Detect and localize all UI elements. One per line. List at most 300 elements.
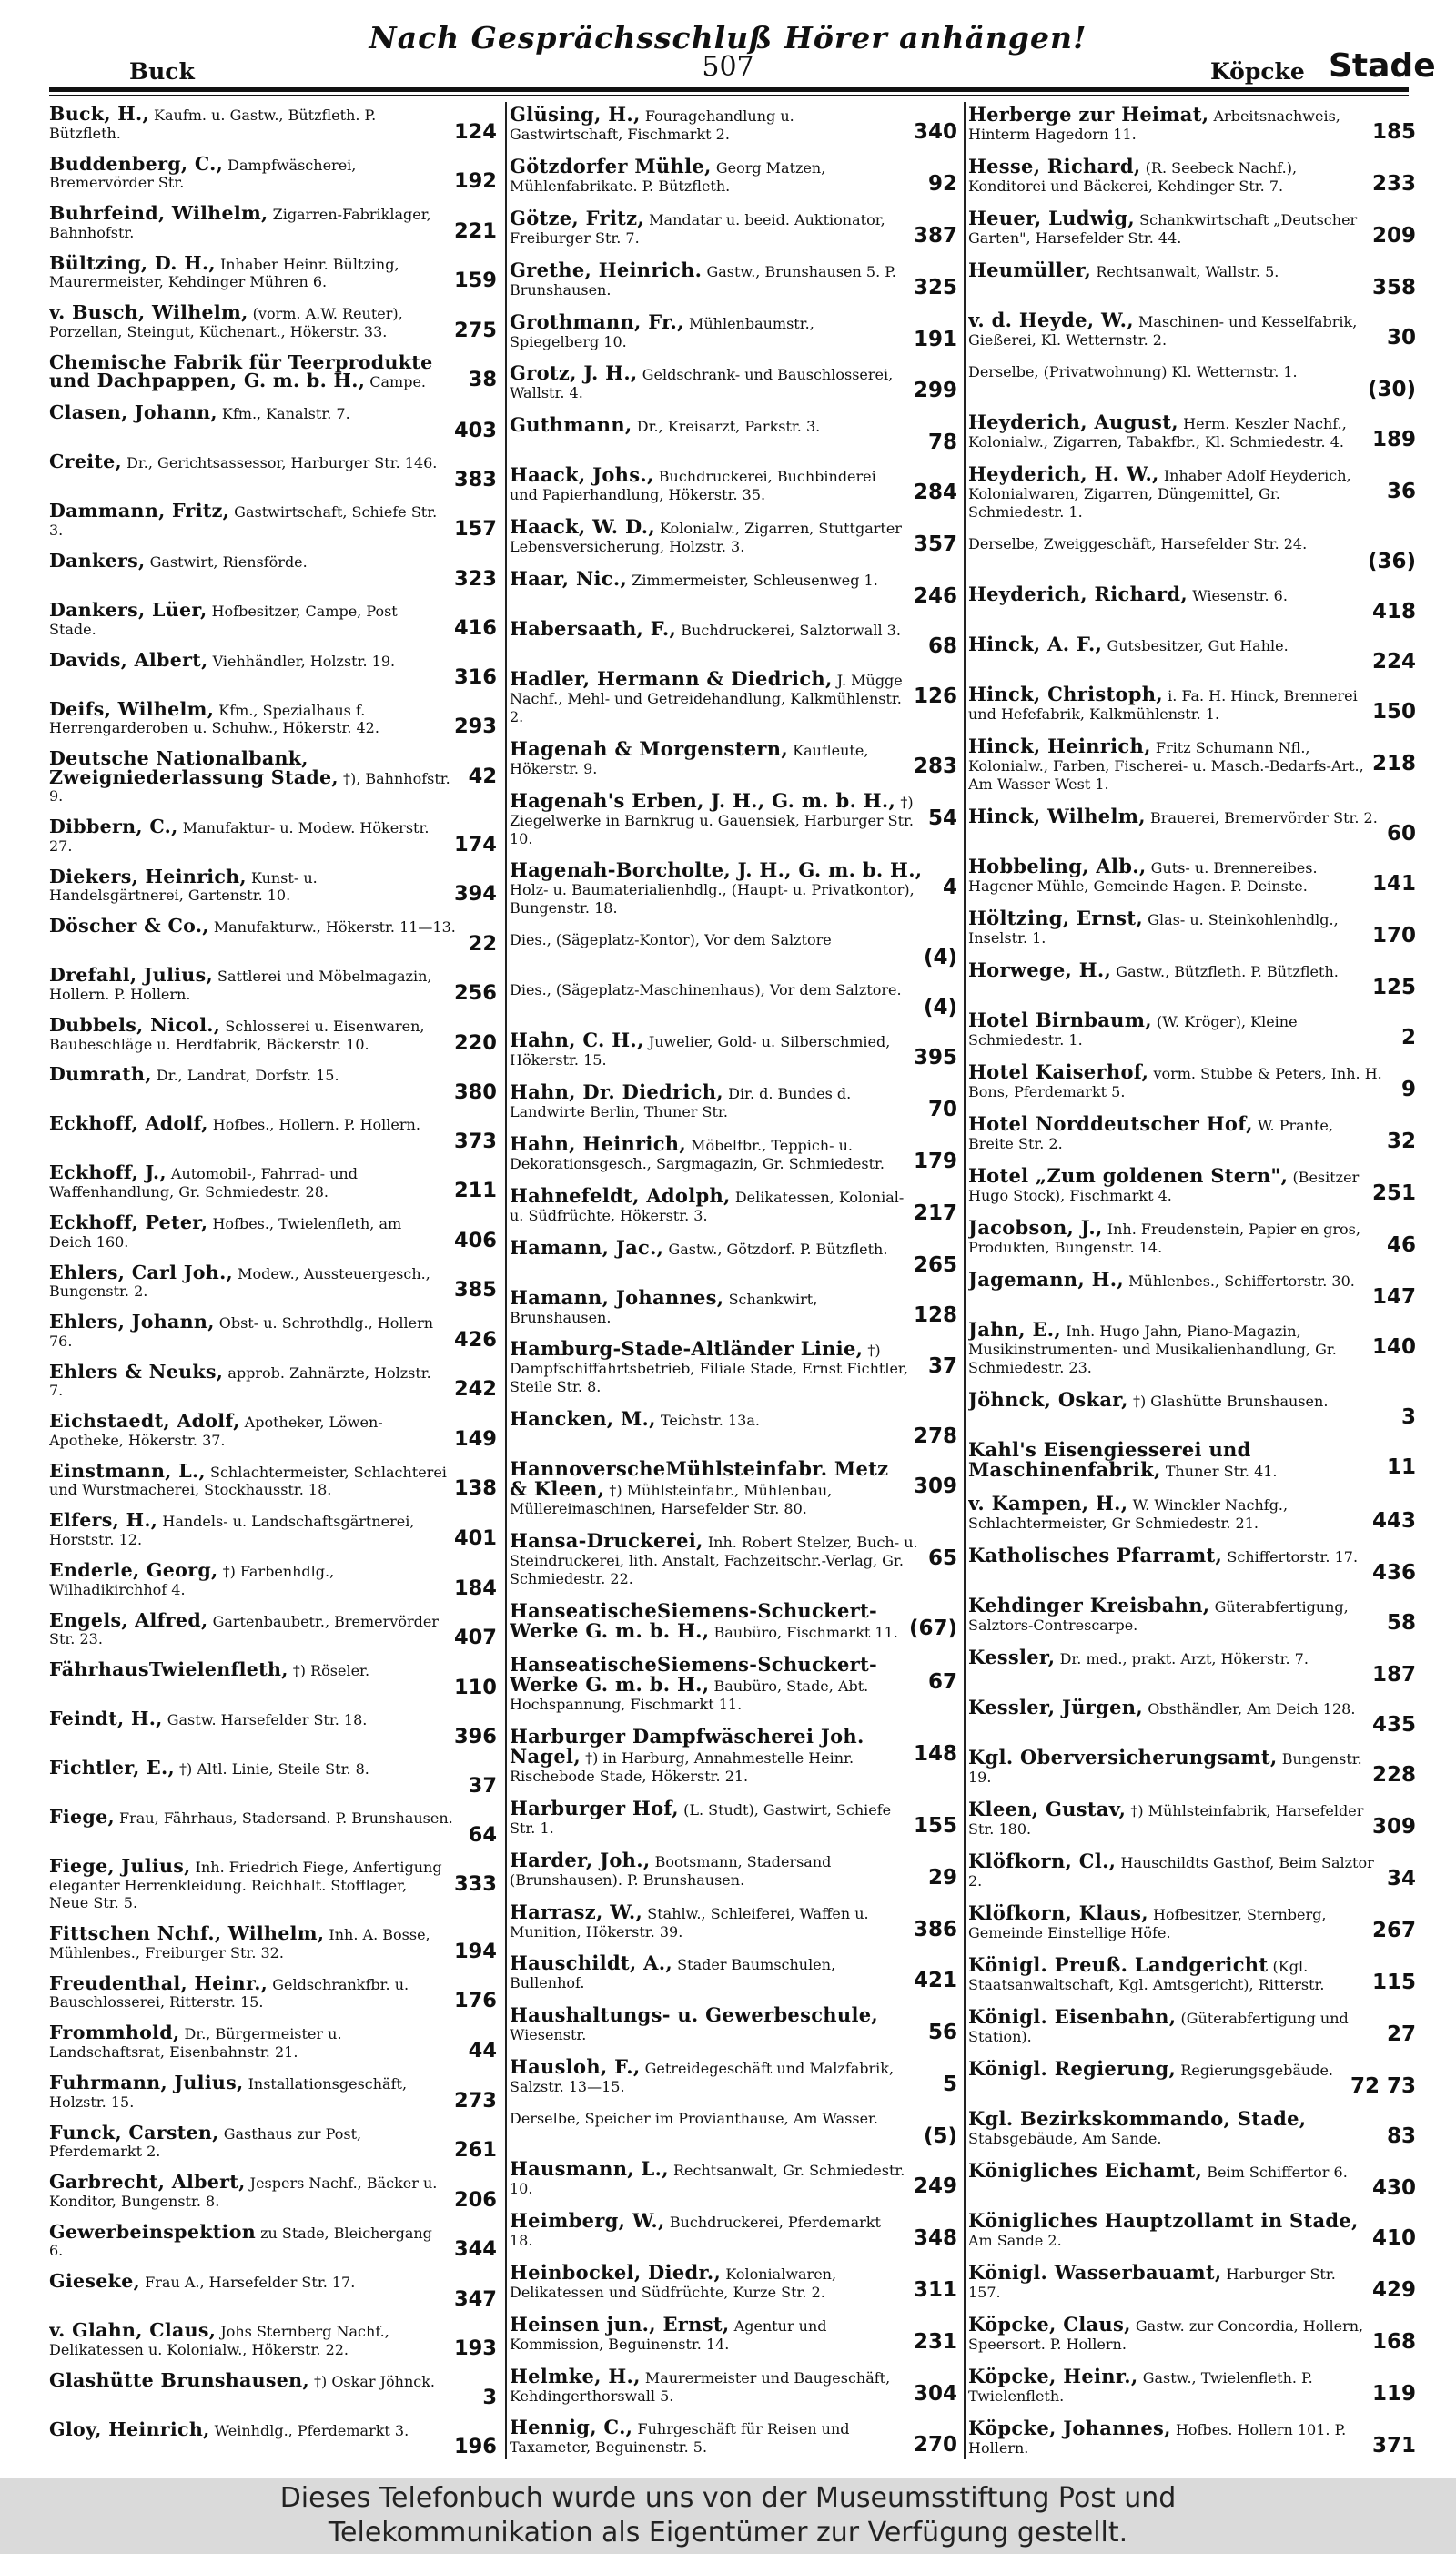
entry-name: Königl. Eisenbahn, [968,2005,1177,2028]
header-first-entry: Buck [129,58,195,85]
phone-number: 54 [927,806,957,830]
entry-name: Glashütte Brunshausen, [49,2368,309,2391]
phone-number: 72 73 [1350,2074,1416,2098]
entry-description: Bungenstr. 19. [968,1750,1362,1786]
directory-entry [49,2071,500,2113]
directory-entry [510,1529,961,1588]
directory-entry [49,401,500,442]
entry-name: Köpcke, Johannes, [968,2417,1171,2439]
directory-entry [510,2418,961,2457]
directory-entry [968,157,1420,196]
entry-description: Inh. Friedrich Fiege, Anfertigung eleganter Herrenkleidung. Reichhalt. Stofflager, Neue Str. 5. [49,1859,442,1912]
directory-entry [510,1235,961,1277]
entry-description: Modew., Aussteuergesch., Bungenstr. 2. [49,1264,430,1301]
phone-number: 309 [1371,1815,1416,1839]
entry-name: Deifs, Wilhelm, [49,697,215,720]
phone-number: 70 [927,1098,957,1122]
phone-number: 29 [927,1865,957,1890]
phone-number: 124 [453,119,497,144]
directory-entry [49,453,500,490]
entry-name: Engels, Alfred, [49,1608,208,1631]
column-divider [505,102,507,2459]
entry-description: Glas- u. Steinkohlenhdlg., Inselstr. 1. [968,911,1339,947]
directory-entry [49,2368,500,2410]
entry-name: Kehdinger Kreisbahn, [968,1594,1210,1617]
column-divider [964,102,966,2459]
phone-number: 231 [913,2329,957,2354]
entry-description: Juwelier, Gold- u. Silberschmied, Hökerstr. 15. [510,1033,891,1069]
phone-number: 325 [913,275,957,299]
entry-name: Hausmann, L., [510,2156,669,2180]
directory-entry [510,154,961,196]
entry-description: †) Mühlsteinfabrik, Harsefelder Str. 180. [968,1802,1364,1838]
directory-entry [510,1131,961,1173]
entry-name: Dammann, Fritz, [49,500,230,522]
phone-number: 311 [913,2277,957,2302]
directory-entry [49,1112,500,1154]
entry-description: Delikatessen, Kolonial- u. Südfrüchte, Hökerstr. 3. [510,1188,905,1224]
phone-number: 32 [1386,1130,1416,1153]
entry-name: Harburger Dampfwäscherei Joh. Nagel, [510,1724,864,1768]
entry-description: (L. Studt), Gastwirt, Schiefe Str. 1. [510,1800,892,1837]
directory-entry [49,648,500,690]
entry-name: Hinck, A. F., [968,633,1103,655]
entry-name: Heyderich, August, [968,410,1178,433]
phone-number: 184 [453,1576,497,1600]
entry-description: (Kgl. Staatsanwaltschaft, Kgl. Amtsgericht), Ritterstr. [968,1958,1325,1993]
phone-number: 323 [453,566,497,591]
entry-description: Frau A., Harsefelder Str. 17. [145,2274,356,2292]
entry-description: Gastw. Harsefelder Str. 18. [167,1711,368,1729]
phone-number: (36) [1367,550,1416,573]
entry-name: Königliches Eichamt, [968,2159,1203,2182]
entry-description: Obsthändler, Am Deich 128. [1148,1700,1356,1718]
directory-entry [49,1855,500,1912]
directory-entry [968,585,1420,622]
phone-number: 44 [468,2039,497,2062]
phone-number: 421 [913,1969,957,1993]
directory-entry [510,1031,961,1069]
directory-entry [49,2121,500,2163]
phone-number: 185 [1371,120,1416,144]
page-number: 507 [702,51,754,83]
directory-entry [968,1268,1420,1309]
entry-description: (W. Kröger), Kleine Schmiedestr. 1. [968,1013,1298,1049]
phone-number: 179 [913,1149,957,1173]
directory-entry [510,106,961,144]
entry-name: Davids, Albert, [49,648,208,671]
directory-entry [49,2270,500,2311]
entry-description: Fuhrgeschäft für Reisen und Taxameter, Beguinenstr. 5. [510,2420,850,2457]
phone-number: 150 [1371,700,1416,724]
entry-description: Dr., Kreisarzt, Parkstr. 3. [636,418,821,436]
header-city: Stade [1329,47,1436,85]
directory-entry [49,2171,500,2212]
phone-number: 275 [453,318,497,342]
entry-name: Königl. Regierung, [968,2057,1177,2080]
entry-description: Wiesenstr. 6. [1192,587,1288,604]
entry-description: Bootsmann, Stadersand (Brunshausen). P. Brunshausen. [510,1852,832,1889]
phone-number: 358 [1371,276,1416,299]
phone-number: 3 [482,2386,497,2410]
entry-name: Grotz, J. H., [510,361,638,385]
entry-description: Derselbe, (Privatwohnung) Kl. Wetternstr. 1. [968,363,1298,380]
phone-number: 373 [453,1130,497,1154]
entry-name: Grothmann, Fr., [510,309,684,333]
entry-name: HanseatischeSiemens-Schuckert-Werke G. m. b. H., [510,1599,877,1643]
entry-name: Hotel Kaiserhof, [968,1060,1149,1083]
entry-name: Heyderich, H. W., [968,462,1159,485]
phone-number: 347 [453,2286,497,2311]
directory-entry [49,202,500,243]
entry-name: Hahnefeldt, Adolph, [510,1183,731,1207]
directory-entry [49,1063,500,1105]
entry-description: Rechtsanwalt, Wallstr. 5. [1096,263,1279,280]
entry-description: Mühlenbes., Schiffertorstr. 30. [1128,1272,1355,1290]
phone-number: 246 [913,584,957,609]
entry-name: Hesse, Richard, [968,155,1141,177]
entry-name: Hobbeling, Alb., [968,855,1147,877]
entry-description: Dies., (Sägeplatz-Maschinenhaus), Vor dem Salztore. [510,981,902,999]
entry-name: Königliches Hauptzollamt in Stade, [968,2209,1359,2232]
phone-number: 92 [927,171,957,196]
entry-name: Buck, H., [49,106,149,125]
directory-entry [968,1492,1420,1533]
entry-description: Inhaber Adolf Heyderich, Kolonialwaren, Zigarren, Düngemittel, Gr. Schmiedestr. 1. [968,467,1351,521]
entry-description: Stahlw., Schleiferei, Waffen u. Munition, Hökerstr. 39. [510,1904,869,1941]
entry-name: Fiege, [49,1806,115,1829]
directory-entry [510,2055,961,2097]
phone-number: 138 [453,1476,497,1501]
phone-number: 211 [453,1179,497,1203]
entry-name: Königl. Wasserbauamt, [968,2261,1222,2284]
directory-entry [49,1313,500,1350]
phone-number: 383 [453,468,497,492]
phone-number: 401 [453,1526,497,1551]
entry-name: Hamann, Jac., [510,1235,664,1259]
entry-description: Holz- u. Baumaterialienhdlg., (Haupt- u. Privatkontor), Bungenstr. 18. [510,881,915,917]
phone-number: 11 [1386,1455,1416,1479]
phone-number: 140 [1371,1335,1416,1359]
entry-name: Jöhnck, Oskar, [968,1388,1128,1411]
directory-entry [49,2024,500,2061]
directory-entry [968,1112,1420,1153]
entry-name: Kgl. Bezirkskommando, Stade, [968,2107,1307,2130]
entry-name: Heimberg, W., [510,2208,665,2232]
entry-name: Heinbockel, Diedr., [510,2260,722,2284]
entry-name: Eichstaedt, Adolf, [49,1410,240,1433]
directory-entry [49,549,500,591]
entry-description: (Besitzer Hugo Stock), Fischmarkt 4. [968,1169,1360,1204]
directory-entry [968,2209,1420,2250]
directory-entry [968,2005,1420,2046]
entry-description: Inh. Robert Stelzer, Buch- u. Steindruckerei, lith. Anstalt, Fachzeitschr.-Verlag, Gr. Schmiedestr. 22. [510,1534,918,1588]
directory-column-3 [968,106,1420,2458]
entry-name: Haack, Johs., [510,463,654,487]
directory-column-1 [49,106,500,2458]
directory-entry [49,1261,500,1302]
entry-name: Habersaath, F., [510,616,677,640]
entry-description: Gartenbaubetr., Bremervörder Str. 23. [49,1612,439,1648]
directory-entry [510,1080,961,1122]
directory-entry [968,363,1420,400]
entry-name: Dubbels, Nicol., [49,1013,221,1036]
phone-number: 60 [1386,822,1416,846]
entry-description: Kfm., Kanalstr. 7. [221,405,350,423]
entry-description: Gastw., Twielenfleth. P. Twielenfleth. [968,2369,1313,2405]
directory-entry [968,2313,1420,2354]
entry-name: Jahn, E., [968,1318,1062,1341]
phone-number: 333 [453,1871,497,1896]
entry-description: Kfm., Spezialhaus f. Herrengarderoben u. Schuhw., Hökerstr. 42. [49,701,379,737]
directory-entry [510,1337,961,1396]
phone-number: 42 [468,764,497,788]
entry-description: †) Altl. Linie, Steile Str. 8. [179,1760,369,1779]
entry-name: Hotel Birnbaum, [968,1008,1152,1031]
entry-description: Schankwirt, Brunshausen. [510,1290,818,1326]
directory-entry [968,1953,1420,1994]
directory-entry [510,1407,961,1449]
phone-number: 4 [942,876,957,900]
directory-entry [968,909,1420,948]
entry-description: Kolonialw., Zigarren, Stuttgarter Lebensversicherung, Holzstr. 3. [510,520,902,556]
header-rule-thin [49,95,1409,96]
entry-description: Gastwirt, Riensförde. [149,552,308,571]
entry-name: Heuer, Ludwig, [968,207,1135,229]
entry-description: Inh. Freudenstein, Papier en gros, Produkten, Bungenstr. 14. [968,1221,1360,1256]
phone-number: 149 [453,1426,497,1451]
header-rule [49,87,1409,92]
phone-number: 293 [453,715,497,739]
entry-description: Handels- u. Landschaftsgärtnerei, Horststr. 12. [49,1513,415,1548]
entry-name: Katholisches Pfarramt, [968,1544,1223,1566]
phone-number: 340 [913,120,957,144]
entry-name: Hagenah-Borcholte, J. H., G. m. b. H., [510,858,923,882]
phone-number: 418 [1371,600,1416,623]
entry-name: Heyderich, Richard, [968,583,1188,605]
entry-description: Kaufm. u. Gastw., Bützfleth. P. Bützfleth. [49,106,377,142]
phone-number: 304 [913,2381,957,2406]
phone-number: 64 [468,1822,497,1847]
phone-number: 426 [453,1327,497,1352]
directory-entry [510,616,961,658]
phone-number: 192 [453,169,497,194]
entry-description: Apotheker, Löwen-Apotheke, Hökerstr. 37. [49,1414,383,1449]
phone-number: 267 [1371,1919,1416,1942]
phone-number: 406 [453,1228,497,1252]
directory-entry [510,2312,961,2354]
phone-number: 403 [453,419,497,442]
entry-name: Gewerbeinspektion [49,2220,257,2243]
directory-entry [510,2003,961,2045]
directory-entry [49,1211,500,1252]
entry-name: Eckhoff, Adolf, [49,1112,208,1135]
entry-name: Hagenah's Erben, J. H., G. m. b. H., [510,788,896,812]
entry-description: Guts- u. Brennereibes. Hagener Mühle, Gemeinde Hagen. P. Deinste. [968,859,1318,895]
entry-description: Harburger Str. 157. [968,2265,1336,2301]
phone-number: 193 [453,2336,497,2360]
phone-number: 385 [453,1278,497,1302]
directory-entry [968,1216,1420,1257]
phone-number: 196 [453,2435,497,2458]
entry-description: †), Bahnhofstr. 9. [49,769,450,806]
entry-name: Harder, Joh., [510,1848,651,1871]
entry-description: Dr., Landrat, Dorfstr. 15. [156,1067,339,1085]
directory-entry [968,410,1420,451]
entry-name: v. Kampen, H., [968,1492,1128,1515]
entry-name: Köpcke, Claus, [968,2313,1131,2336]
entry-name: Ehlers, Carl Joh., [49,1261,233,1283]
entry-description: Gasthaus zur Post, Pferdemarkt 2. [49,2124,362,2161]
directory-entry [510,1900,961,1941]
entry-description: Johs Sternberg Nachf., Delikatessen u. Kolonialw., Hökerstr. 22. [49,2323,389,2358]
entry-description: W. Winckler Nachfg., Schlachtermeister, Gr Schmiedestr. 21. [968,1496,1289,1532]
phone-number: 67 [927,1669,957,1694]
entry-name: Dankers, Lüer, [49,598,207,621]
entry-name: Helmke, H., [510,2364,641,2387]
directory-entry [510,2110,961,2149]
entry-name: Hagenah & Morgenstern, [510,736,788,760]
entry-description: †) Ziegelwerke in Barnkrug u. Gauensiek, Harburger Str. 10. [510,793,915,847]
phone-number: (5) [923,2124,957,2149]
entry-description: Gastw., Brunshausen 5. P. Brunshausen. [510,262,896,299]
directory-entry [49,865,500,907]
directory-entry [510,2364,961,2406]
entry-name: Drefahl, Julius, [49,964,213,987]
phone-number: 416 [453,615,497,640]
entry-name: Königl. Preuß. Landgericht [968,1953,1269,1976]
entry-name: Fittschen Nchf., Wilhelm, [49,1922,325,1945]
directory-entry [510,931,961,968]
entry-description: Buchdruckerei, Buchbinderei und Papierhandlung, Hökerstr. 35. [510,468,876,504]
entry-name: Creite, [49,451,122,473]
entry-name: Jacobson, J., [968,1216,1103,1239]
directory-entry [968,635,1420,672]
directory-entry [510,1652,961,1714]
entry-description: Buchdruckerei, Pferdemarkt 18. [510,2213,881,2249]
entry-description: Georg Matzen, Mühlenfabrikate. P. Bützfleth. [510,158,826,195]
directory-entry [968,857,1420,896]
directory-entry [510,463,961,505]
entry-name: Hahn, Heinrich, [510,1131,686,1155]
directory-entry [510,515,961,557]
phone-number: 191 [913,327,957,351]
phone-number: 228 [1371,1763,1416,1787]
directory-entry [968,1748,1420,1787]
phone-number: 125 [1371,976,1416,999]
entry-description: †) in Harburg, Annahmestelle Heinr. Rischebode Stade, Hökerstr. 21. [510,1748,854,1785]
entry-description: †) Oskar Jöhnck. [313,2372,436,2390]
entry-name: Kgl. Oberversicherungsamt, [968,1746,1278,1769]
entry-description: Stader Baumschulen, Bullenhof. [510,1956,836,1992]
entry-description: Schlosserei u. Eisenwaren, Baubeschläge u. Herdfabrik, Bäckerstr. 10. [49,1017,425,1053]
entry-description: Rechtsanwalt, Gr. Schmiedestr. 10. [510,2161,905,2197]
entry-name: Dankers, [49,549,146,572]
entry-description: Kaufleute, Hökerstr. 9. [510,741,869,777]
entry-description: Mandatar u. beeid. Auktionator, Freiburger Str. 7. [510,210,885,247]
phone-number: 176 [453,1989,497,2013]
entry-description: Inhaber Heinr. Bültzing, Maurermeister, Kehdinger Mühren 6. [49,255,399,291]
phone-number: 30 [1386,326,1416,350]
entry-description: Obst- u. Schrothdlg., Hollern 76. [49,1314,434,1350]
entry-name: Enderle, Georg, [49,1558,218,1581]
phone-number: 256 [453,980,497,1005]
phone-number: 371 [1371,2434,1416,2458]
entry-name: Haack, W. D., [510,515,655,539]
phone-number: 206 [453,2187,497,2212]
phone-number: 78 [927,431,957,455]
entry-name: Fichtler, E., [49,1757,175,1779]
directory-column-2 [510,106,961,2458]
directory-entry [968,1438,1420,1481]
entry-name: Hauschildt, A., [510,1951,672,1975]
directory-entry [968,258,1420,299]
directory-entry [968,2261,1420,2302]
directory-entry [510,788,961,848]
entry-description: Manufakturw., Hökerstr. 11—13. [213,918,456,937]
phone-number: 65 [927,1546,957,1571]
entry-description: (vorm. A.W. Reuter), Porzellan, Steingut, Küchenart., Hökerstr. 33. [49,305,403,340]
entry-description: Schiffertorstr. 17. [1227,1548,1359,1566]
entry-name: Klöfkorn, Klaus, [968,1901,1148,1924]
directory-entry [968,1800,1420,1839]
phone-number: 395 [913,1046,957,1070]
entry-description: Gastw. zur Concordia, Hollern, Speersort. P. Hollern. [968,2317,1364,2353]
phone-number: 37 [927,1354,957,1379]
entry-name: Jagemann, H., [968,1268,1124,1291]
phone-number: 270 [913,2433,957,2458]
entry-name: Diekers, Heinrich, [49,865,247,887]
directory-entry [510,1951,961,1993]
phone-number: 357 [913,532,957,557]
entry-name: Eckhoff, J., [49,1161,167,1184]
phone-number: 58 [1386,1611,1416,1635]
entry-description: Güterabfertigung, Salztors-Contrescarpe. [968,1598,1349,1634]
directory-entry [968,2367,1420,2406]
phone-number: 38 [468,368,497,392]
directory-entry [49,598,500,640]
directory-entry [968,958,1420,999]
entry-description: Inh. Hugo Jahn, Piano-Magazin, Musikinstrumenten- und Musikalienhandlung, Gr. Schmiedestr. 23. [968,1323,1337,1376]
entry-description: Derselbe, Zweiggeschäft, Harsefelder Str. 24. [968,535,1308,552]
entry-description: Regierungsgebäude. [1180,2062,1333,2079]
entry-description: Automobil-, Fahrrad- und Waffenhandlung, Gr. Schmiedestr. 28. [49,1165,358,1201]
entry-name: Heumüller, [968,258,1092,281]
phone-number: 299 [913,379,957,403]
entry-name: Kahl's Eisengiesserei und Maschinenfabrik, [968,1438,1251,1481]
phone-number: 68 [927,633,957,658]
directory-entry [49,1509,500,1551]
header-banner: Nach Gesprächsschluß Hörer anhängen! [369,20,1087,56]
directory-entry [510,736,961,778]
entry-name: v. Glahn, Claus, [49,2319,217,2342]
phone-number: 217 [913,1201,957,1225]
phone-number: 110 [453,1675,497,1699]
phone-number: 22 [468,931,497,956]
entry-name: Garbrecht, Albert, [49,2171,246,2194]
phone-number: 436 [1371,1561,1416,1585]
directory-entry [510,413,961,455]
entry-name: HanseatischeSiemens-Schuckert-Werke G. m. b. H., [510,1652,877,1696]
directory-entry [510,206,961,248]
directory-entry [510,1848,961,1890]
entry-description: Agentur und Kommission, Beguinenstr. 14. [510,2316,827,2353]
entry-name: Ehlers, Johann, [49,1311,215,1333]
entry-name: FährhausTwielenfleth, [49,1658,288,1681]
entry-name: Horwege, H., [968,958,1112,981]
entry-name: Feindt, H., [49,1708,163,1730]
directory-entry [49,818,500,855]
